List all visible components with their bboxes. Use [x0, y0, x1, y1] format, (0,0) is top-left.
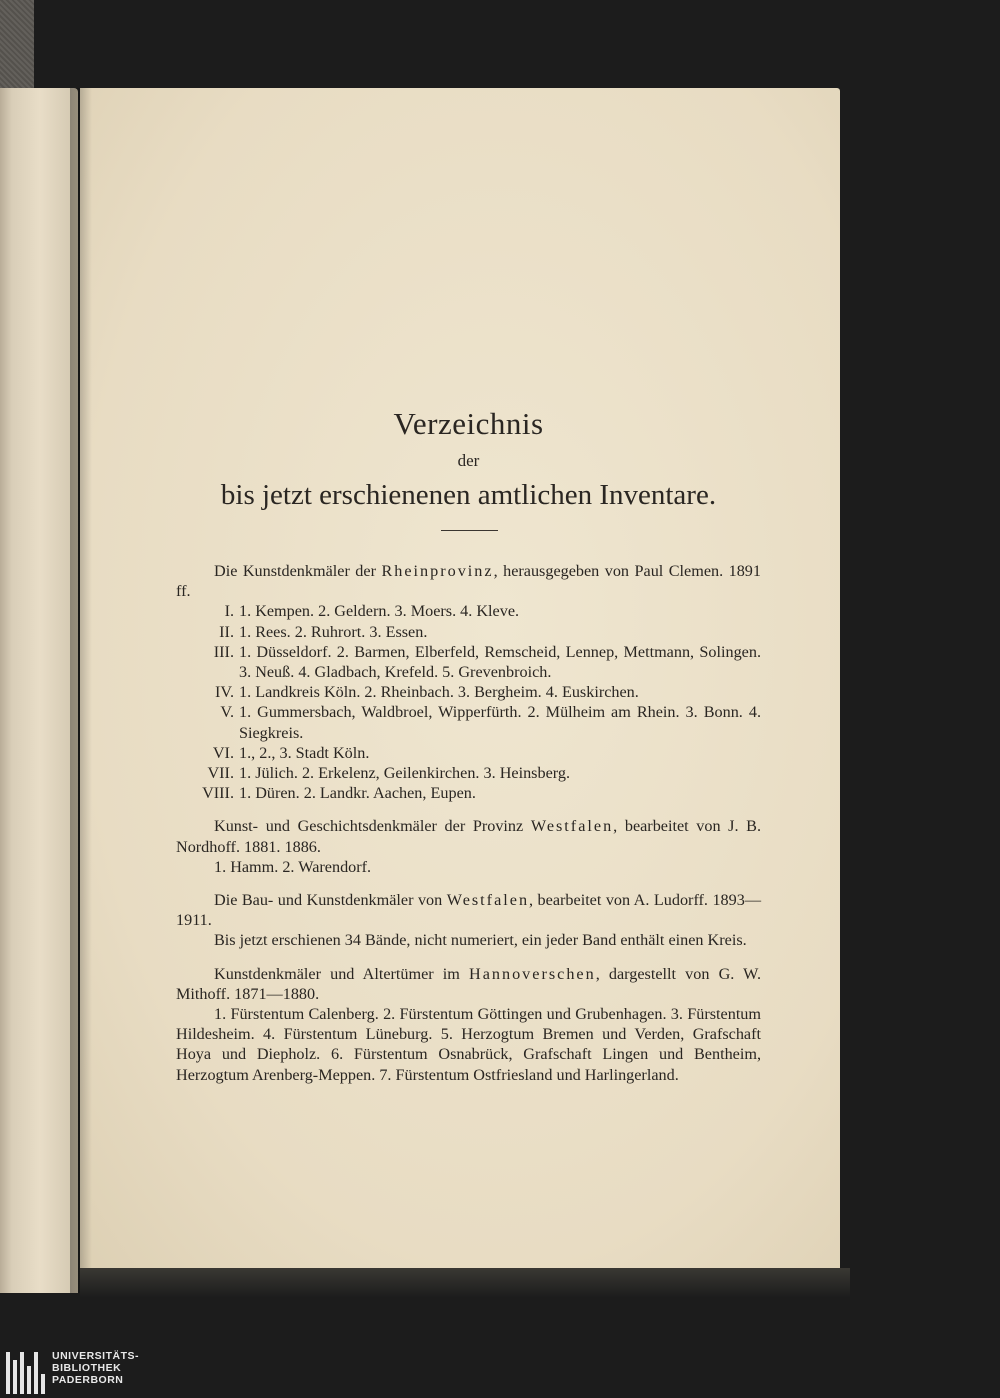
- entry-detail: 1. Fürstentum Calenberg. 2. Fürstentum Göttingen und Grubenhagen. 3. Fürstentum Hildesheim. 4. Fürstentum Lüneburg. 5. Herzogtum Bremen und Verden, Grafschaft Hoya und Diepholz. 6. Fürstentum Osnabrück, Grafschaft Lingen und Bentheim, Herzogtum Arenberg-Meppen. 7. Fürstentum Ostfriesland und Harlingerland.: [176, 1005, 761, 1084]
- volume-text: 1. Jülich. 2. Erkelenz, Geilenkirchen. 3. Heinsberg.: [239, 764, 570, 783]
- volume-row: [176, 783, 761, 803]
- volume-row: [176, 622, 761, 642]
- volume-number: VIII.: [202, 784, 234, 803]
- lead-text: Die Kunstdenkmäler der: [214, 562, 382, 580]
- lead-text: , bearbeitet von J. B. Nordhoff. 1881. 1886.: [176, 817, 761, 856]
- lead-text: , dargestellt von G. W. Mithoff. 1871—1880.: [176, 964, 761, 1003]
- page-subtitle: bis jetzt erschienenen amtlichen Inventare.: [220, 479, 717, 511]
- entry-lead: [176, 964, 761, 1004]
- lead-text: Kunstdenkmäler und Altertümer im: [214, 964, 470, 983]
- library-logo-icon: [6, 1352, 46, 1394]
- lead-text: Die Bau- und Kunstdenkmäler von: [214, 891, 447, 910]
- volume-text: 1. Kempen. 2. Geldern. 3. Moers. 4. Kleve.: [239, 602, 520, 621]
- volume-row: [176, 763, 761, 783]
- book-gutter: [70, 88, 92, 1293]
- volume-text: 1. Gummersbach, Waldbroel, Wipperfürth. 2. Mülheim am Rhein. 3. Bonn. 4. Siegkreis.: [239, 703, 761, 742]
- entry-rheinprovinz: [176, 561, 761, 803]
- volume-row: [176, 682, 761, 702]
- volume-row: [176, 642, 761, 682]
- volume-number: I.: [224, 602, 234, 621]
- divider-rule: [441, 530, 498, 531]
- volume-text: 1. Rees. 2. Ruhrort. 3. Essen.: [239, 622, 428, 641]
- volume-number: VI.: [212, 743, 234, 762]
- volume-number: III.: [213, 642, 234, 661]
- entry-hannover: [176, 964, 761, 1085]
- logo-line: UNIVERSITÄTS-: [52, 1350, 140, 1362]
- volume-text: 1. Landkreis Köln. 2. Rheinbach. 3. Bergheim. 4. Euskirchen.: [239, 683, 639, 702]
- volume-row: [176, 702, 761, 742]
- page-bottom-shadow: [80, 1268, 850, 1298]
- entry-westfalen-ludorff: [176, 890, 761, 951]
- lead-region: Hannoverschen: [469, 964, 596, 983]
- lead-text: , bearbeitet von A. Ludorff. 1893—1911.: [176, 891, 762, 930]
- page-title: Verzeichnis: [393, 406, 544, 441]
- inventory-list: [176, 561, 761, 1098]
- lead-region: Westfalen: [530, 817, 614, 836]
- entry-detail: Bis jetzt erschienen 34 Bände, nicht numeriert, ein jeder Band enthält einen Kreis.: [214, 931, 747, 950]
- lead-region: Rheinprovinz: [381, 562, 494, 580]
- title-connector: der: [457, 451, 480, 470]
- entry-lead: [176, 890, 761, 930]
- logo-line: PADERBORN: [52, 1374, 124, 1386]
- volume-row: [176, 601, 761, 621]
- lead-text: Kunst- und Geschichtsdenkmäler der Provinz: [214, 817, 531, 836]
- volume-text: 1. Düsseldorf. 2. Barmen, Elberfeld, Remscheid, Lennep, Mettmann, Solingen. 3. Neuß. 4. Gladbach, Krefeld. 5. Grevenbroich.: [239, 642, 761, 682]
- volume-text: 1. Düren. 2. Landkr. Aachen, Eupen.: [239, 784, 476, 803]
- volume-text: 1., 2., 3. Stadt Köln.: [239, 743, 370, 762]
- entry-westfalen-nordhoff: [176, 816, 761, 877]
- logo-line: BIBLIOTHEK: [52, 1362, 122, 1374]
- volume-number: VII.: [207, 764, 234, 783]
- lead-region: Westfalen: [446, 891, 530, 910]
- entry-lead: [176, 816, 761, 856]
- entry-lead: [176, 561, 761, 601]
- lead-text: , herausgegeben von Paul Clemen. 1891 ff.: [176, 562, 761, 601]
- left-page: [0, 88, 78, 1293]
- library-logo-text: [52, 1350, 139, 1386]
- entry-detail: 1. Hamm. 2. Warendorf.: [214, 857, 372, 876]
- volume-number: V.: [220, 703, 234, 722]
- library-footer: [0, 1348, 1000, 1398]
- volume-number: II.: [219, 622, 234, 641]
- volume-row: [176, 743, 761, 763]
- volume-number: IV.: [214, 683, 234, 702]
